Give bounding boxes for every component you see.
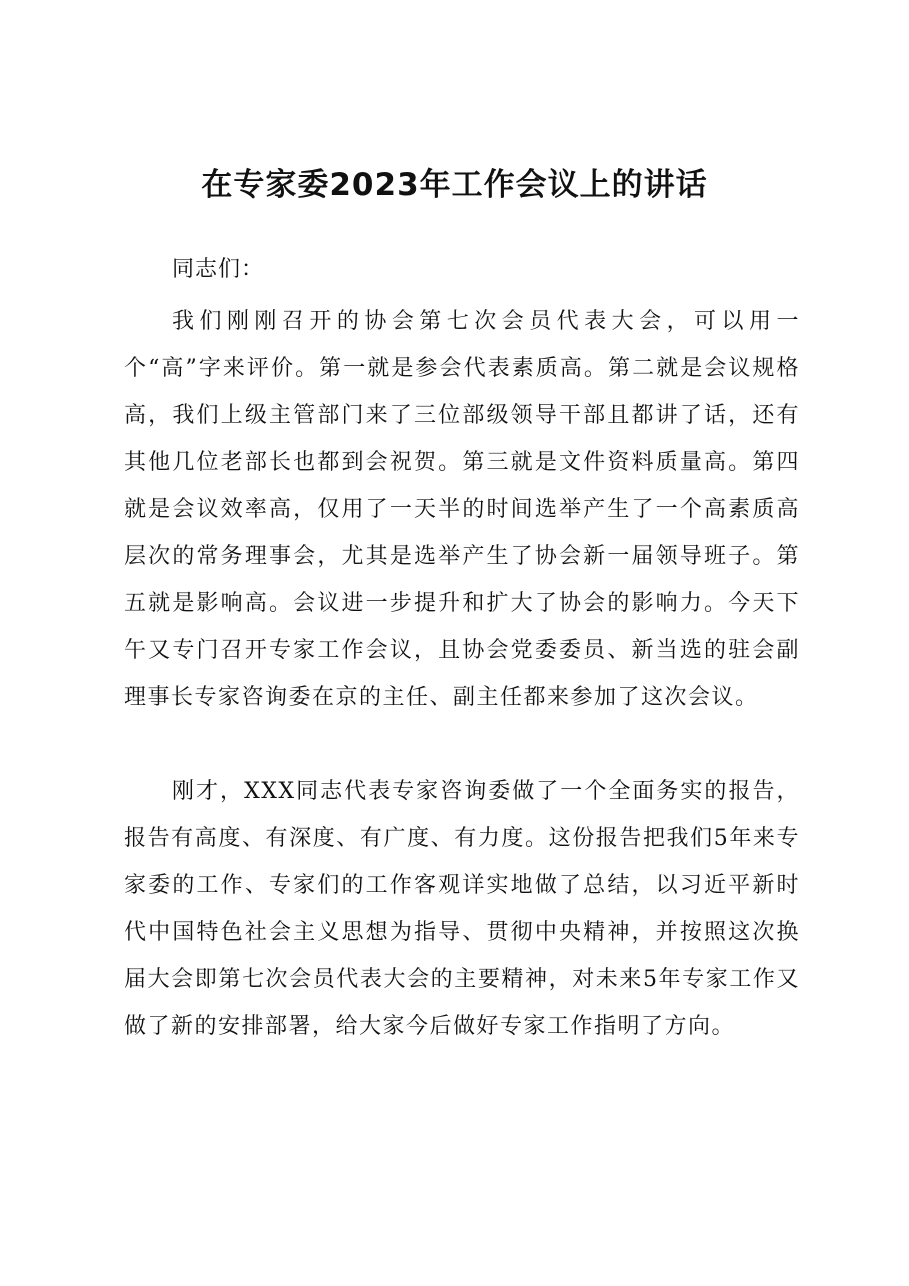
paragraph: 我们刚刚召开的协会第七次会员代表大会，可以用一个“高”字来评价。第一就是参会代表素质高。第二就是会议规格高，我们上级主管部门来了三位部级领导干部且都讲了话，还有其他几位老部长也都到会祝贺。第三就是文件资料质量高。第四就是会议效率高，仅用了一天半的时间选举产生了一个高素质高层次的常务理事会，尤其是选举产生了协会新一届领导班子。第五就是影响高。会议进一步提升和扩大了协会的影响力。今天下午又专门召开专家工作会议，且协会党委委员、新当选的驻会副理事长专家咨询委在京的主任、副主任都来参加了这次会议。 bbox=[124, 309, 800, 710]
document-title: 在专家委2023年工作会议上的讲话 bbox=[201, 167, 708, 203]
paragraph: 刚才，XXX同志代表专家咨询委做了一个全面务实的报告，报告有高度、有深度、有广度、有力度。这份报告把我们5年来专家委的工作、专家们的工作客观详实地做了总结，以习近平新时代中国特色社会主义思想为指导、贯彻中央精神，并按照这次换届大会即第七次会员代表大会的主要精神，对未来5年专家工作又做了新的安排部署，给大家今后做好专家工作指明了方向。 bbox=[124, 779, 800, 1039]
salutation: 同志们： bbox=[172, 257, 265, 282]
